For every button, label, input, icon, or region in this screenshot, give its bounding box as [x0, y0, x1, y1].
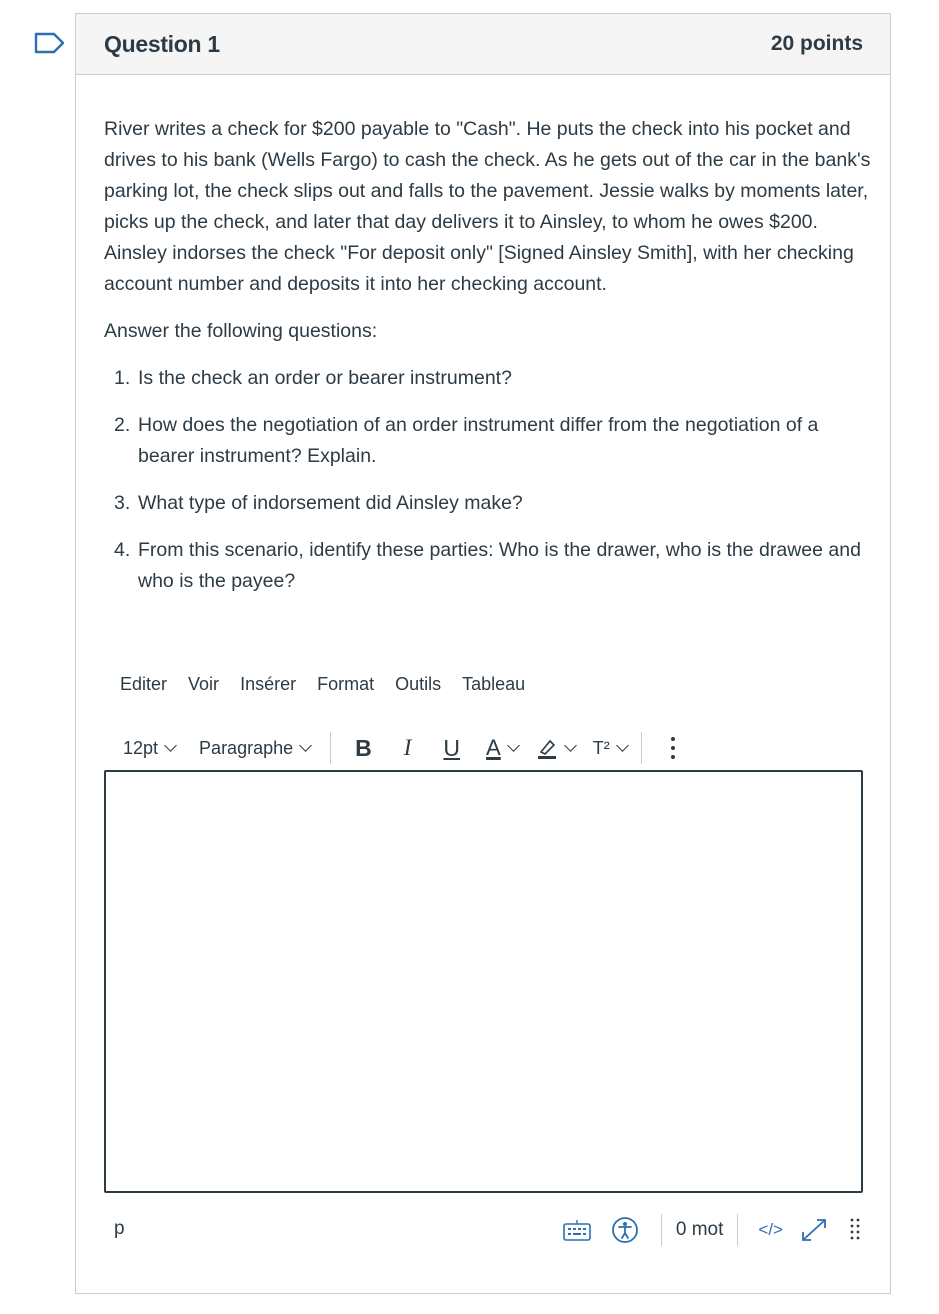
- text-color-button[interactable]: A: [486, 735, 518, 761]
- list-item: 1. Is the check an order or bearer instrument?: [114, 367, 512, 389]
- question-list: [104, 363, 874, 597]
- chevron-down-icon: [299, 739, 312, 752]
- word-count: 0 mot: [675, 1219, 724, 1240]
- highlight-color-button[interactable]: [536, 737, 575, 759]
- block-format-select[interactable]: Paragraphe: [199, 738, 310, 759]
- editor-toolbar: [120, 726, 860, 770]
- html-editor-button[interactable]: </>: [758, 1220, 783, 1239]
- statusbar-divider: [661, 1214, 662, 1246]
- editor-statusbar: [104, 1210, 863, 1250]
- list-item: 2. How does the negotiation of an order instrument differ from the negotiation of a bearer instrument? Explain.: [114, 414, 819, 467]
- underline-button[interactable]: U: [443, 734, 461, 761]
- question-title: Question 1: [104, 30, 220, 57]
- editor-menubar: [120, 674, 546, 695]
- bold-button[interactable]: B: [355, 734, 372, 761]
- menu-tableau[interactable]: Tableau: [462, 674, 526, 694]
- resize-handle-icon[interactable]: [849, 1216, 861, 1244]
- menu-voir[interactable]: Voir: [188, 674, 220, 694]
- more-options-icon[interactable]: [668, 735, 678, 761]
- instructions-text: Answer the following questions:: [104, 320, 378, 342]
- chevron-down-icon: [616, 739, 629, 752]
- statusbar-actions: [563, 1210, 863, 1250]
- list-item: 4. From this scenario, identify these parties: Who is the drawer, who is the drawee and who is the payee?: [114, 539, 861, 592]
- menu-inserer[interactable]: Insérer: [240, 674, 297, 694]
- superscript-button[interactable]: T²: [593, 738, 627, 759]
- toolbar-divider: [641, 732, 642, 764]
- italic-button[interactable]: I: [403, 735, 412, 760]
- flag-question-icon[interactable]: [34, 32, 66, 54]
- list-item: 3. What type of indorsement did Ainsley make?: [114, 492, 523, 514]
- menu-format[interactable]: Format: [317, 674, 375, 694]
- menu-editer[interactable]: Editer: [120, 674, 168, 694]
- highlighter-icon: [536, 737, 558, 759]
- question-points: 20 points: [770, 32, 863, 55]
- chevron-down-icon: [507, 739, 520, 752]
- scenario-paragraph: River writes a check for $200 payable to "Cash". He puts the check into his pocket and drives to his bank (Wells Fargo) to cash the check. As he gets out of the car in the bank's parking lot, the check slips out and falls to the pavement. Jessie walks by moments later, picks up the check, and later that day delivers it to Ainsley, to whom he owes $200. Ainsley indorses the check "For deposit only" [Signed Ainsley Smith], with her checking account number and deposits it into her checking account.: [104, 118, 871, 295]
- chevron-down-icon: [564, 739, 577, 752]
- element-path[interactable]: p: [114, 1218, 125, 1239]
- chevron-down-icon: [164, 739, 177, 752]
- toolbar-divider: [330, 732, 331, 764]
- question-text: [104, 114, 874, 613]
- fullscreen-icon[interactable]: [799, 1217, 829, 1243]
- accessibility-icon[interactable]: [611, 1216, 639, 1244]
- question-card: [75, 13, 891, 1294]
- font-size-select[interactable]: 12pt: [123, 738, 175, 759]
- question-header: [76, 14, 890, 75]
- statusbar-divider: [737, 1214, 738, 1246]
- rich-text-editor-area[interactable]: [104, 770, 863, 1193]
- menu-outils[interactable]: Outils: [395, 674, 442, 694]
- keyboard-icon[interactable]: [563, 1219, 591, 1241]
